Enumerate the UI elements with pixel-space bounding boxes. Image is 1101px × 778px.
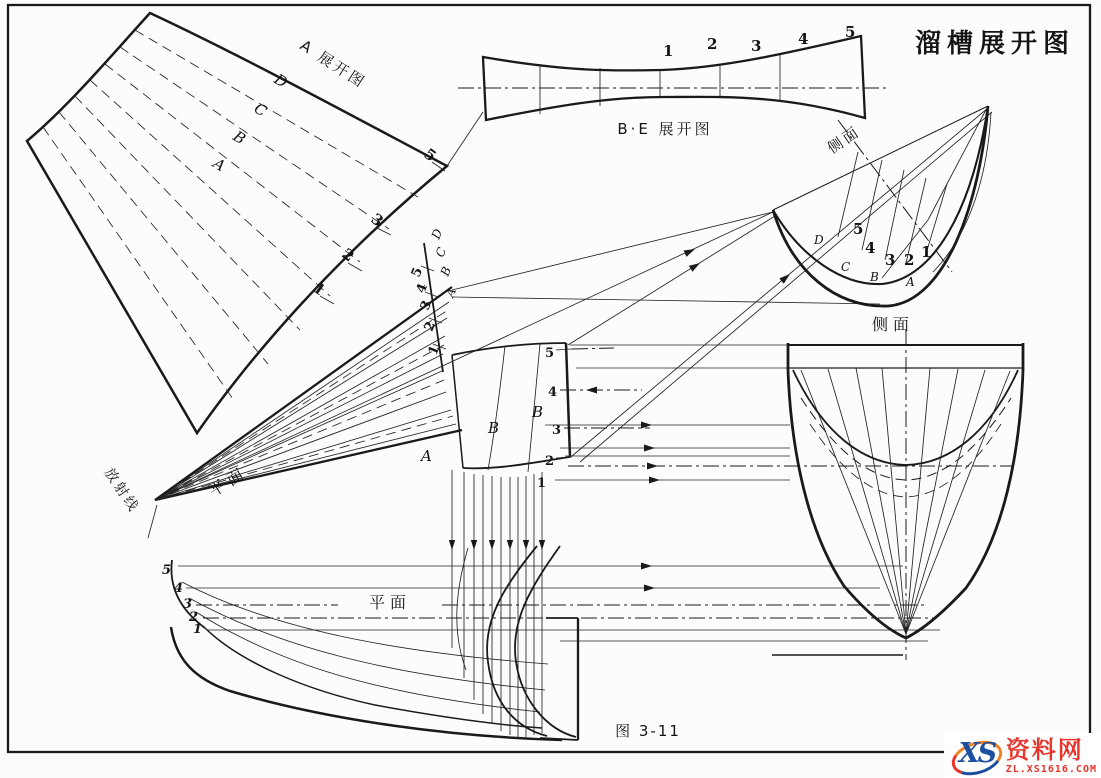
junction-number: 4: [548, 385, 558, 400]
plan-section-curve-e: [515, 546, 576, 737]
up-right-arrowhead: [689, 260, 702, 272]
be-number: 2: [707, 35, 718, 53]
junction-letter-a: A: [421, 447, 432, 465]
crescent-inner-arc: [773, 106, 988, 284]
side-lower-label: 侧面: [871, 315, 915, 334]
a-fan-letter: B: [229, 127, 249, 149]
be-number: 3: [751, 37, 762, 55]
scale-letter: C: [432, 245, 450, 260]
left-arrowhead: [586, 387, 597, 394]
be-caption: B·E 展开图: [617, 120, 713, 138]
fan-bottom-edge: [155, 430, 462, 500]
be-number: 1: [663, 42, 674, 60]
up-right-arrowhead: [684, 246, 697, 257]
junction-number: 3: [552, 423, 562, 438]
a-development-view: [27, 13, 450, 433]
silhouette-right: [906, 343, 1023, 638]
junction-number: 2: [545, 454, 555, 469]
junction-elevation: [419, 343, 650, 491]
plan-number: 2: [188, 610, 198, 625]
silhouette-left: [788, 343, 906, 638]
plan-number: 3: [182, 597, 192, 612]
scale-letter: A: [442, 285, 460, 300]
crescent-letter: D: [814, 233, 824, 247]
crescent-letter: C: [841, 260, 851, 274]
crescent-number: 4: [865, 239, 876, 257]
a-fan-letter: A: [209, 154, 229, 176]
sheet-border: [8, 5, 1090, 752]
crescent-number: 3: [885, 251, 896, 269]
drawing-title: 溜槽展开图: [914, 29, 1076, 59]
scale-number: 1: [425, 343, 444, 358]
crescent-letter: A: [906, 275, 915, 289]
xs-logo-icon: [950, 736, 1002, 776]
a-dev-caption: A 展开图: [296, 36, 370, 93]
junction-right-edge: [566, 343, 570, 457]
radial-lines-label: 放射线: [100, 465, 143, 517]
plan-lower-view: [162, 546, 578, 740]
plan-upper-label: 平面: [205, 462, 252, 501]
radial-label-leader: [148, 505, 157, 538]
crescent-number: 2: [904, 251, 915, 269]
side-view-main: [788, 315, 1023, 660]
watermark: [944, 733, 1101, 778]
a-fan-number: 1: [309, 278, 329, 300]
side-view-inclined: [773, 106, 991, 306]
junction-number: 1: [537, 476, 547, 491]
plan-section-curve-b: [487, 546, 547, 736]
figure-caption: 图 3-11: [615, 722, 681, 740]
watermark-site-name: 资料网: [1005, 735, 1084, 764]
crescent-outer-arc: [773, 106, 988, 306]
junction-centerline-stubs: [560, 348, 650, 428]
a-fan-number: 2: [338, 244, 358, 266]
plan-number: 5: [161, 563, 171, 578]
be-number: 4: [798, 30, 809, 48]
logo-text: XS: [958, 738, 996, 769]
side-upper-label: 侧面: [824, 122, 865, 158]
crescent-number: 1: [921, 243, 932, 261]
fan-dashed-rays: [155, 310, 453, 500]
watermark-site-url: ZL.XS1616.COM: [1005, 763, 1097, 775]
a-fan-letter: D: [270, 70, 291, 92]
plan-lower-label: 平面: [368, 593, 412, 612]
junction-number: 5: [545, 346, 555, 361]
crescent-chord: [773, 106, 988, 210]
be-division-lines: [540, 55, 780, 114]
fan-top-edge: [155, 287, 452, 500]
scale-letter: D: [428, 226, 446, 242]
plan-number: 1: [192, 622, 202, 637]
scale-number: 2: [421, 319, 440, 334]
scale-letter: B: [437, 264, 455, 279]
junction-left-edge: [452, 355, 463, 468]
a-fan-number: 3: [367, 209, 387, 231]
a-fan-number: 5: [420, 144, 440, 166]
plan-number: 4: [173, 581, 183, 596]
scale-number: 3: [417, 298, 436, 313]
scale-number: 4: [413, 281, 432, 296]
a-fan-outline: [27, 13, 450, 433]
be-development-view: [458, 23, 886, 138]
scale-number: 5: [408, 265, 427, 280]
plan-outer-sweep: [171, 627, 562, 740]
crescent-letter: B: [870, 270, 879, 284]
junction-letter-b: B: [488, 419, 500, 437]
a-fan-letter: C: [250, 99, 271, 121]
be-number: 5: [845, 23, 856, 41]
junction-letter-b: B: [532, 403, 544, 421]
crescent-number: 5: [853, 220, 864, 238]
